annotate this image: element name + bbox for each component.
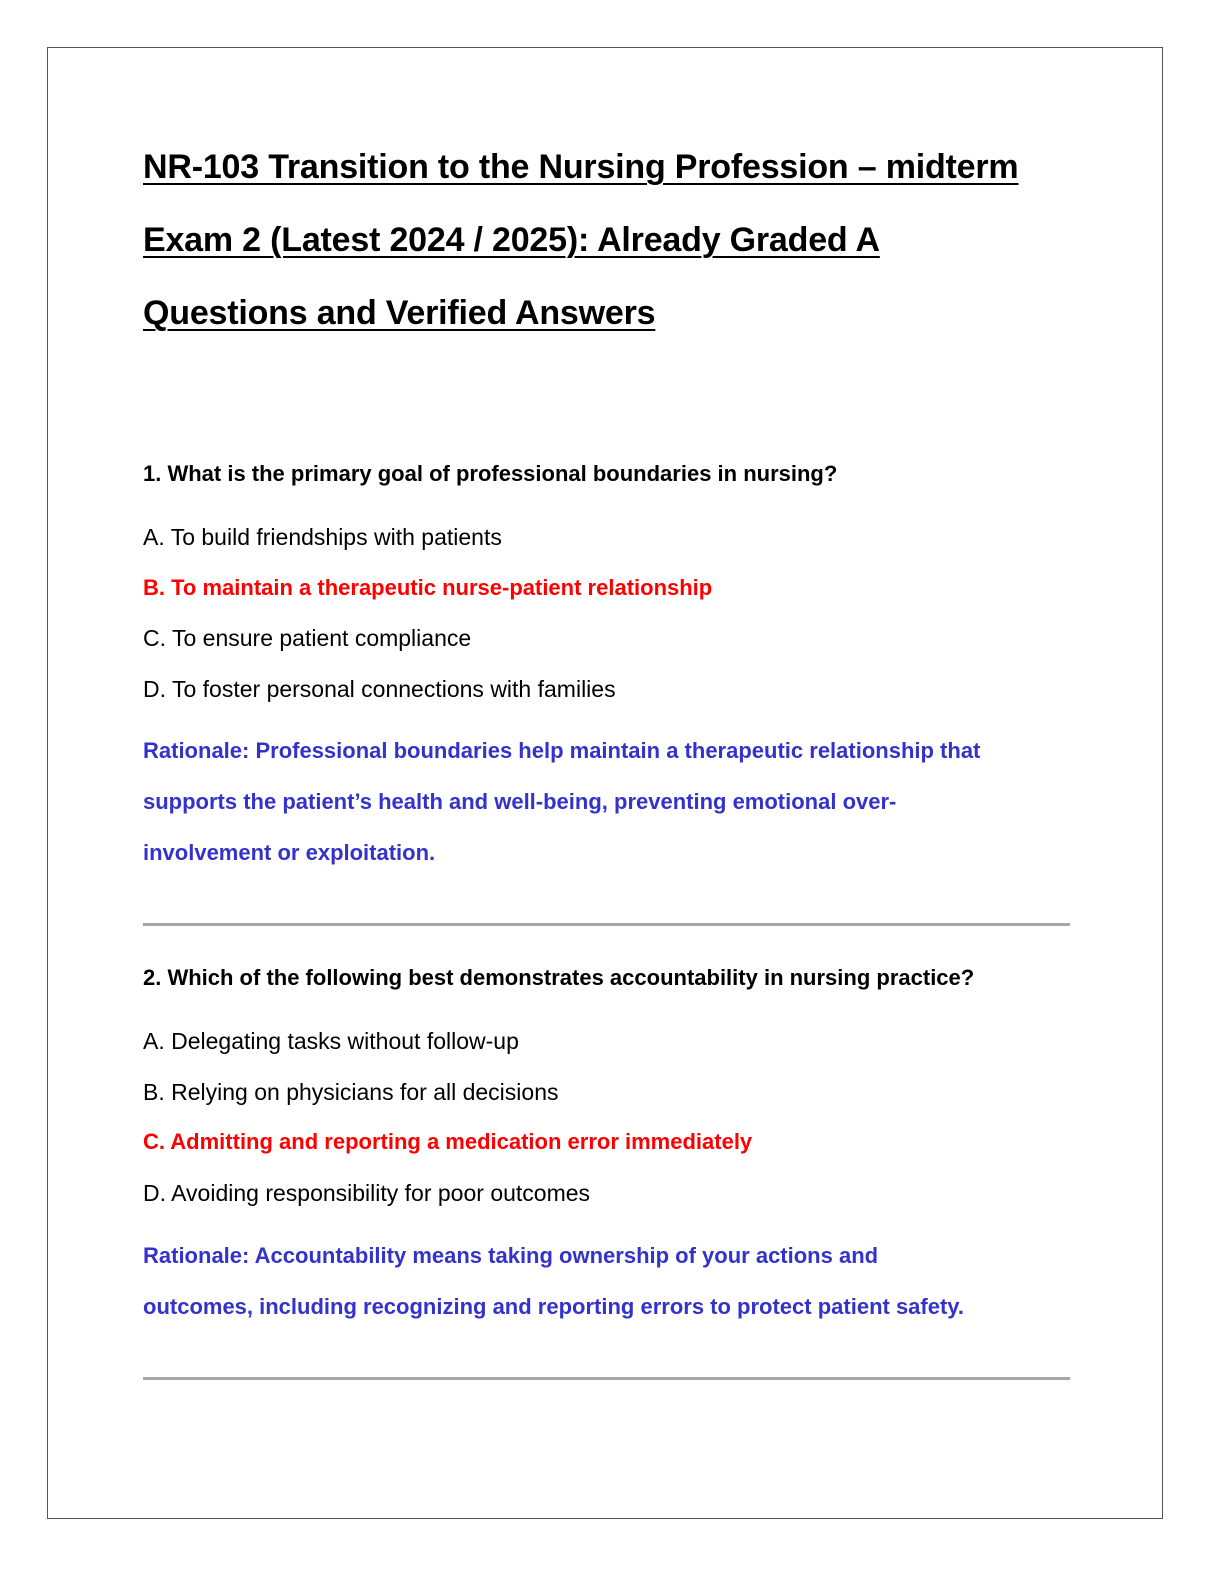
document-title-line-2: Exam 2 (Latest 2024 / 2025): Already Graded A: [143, 221, 880, 259]
answer-option-d: D. Avoiding responsibility for poor outcomes: [143, 1180, 591, 1206]
answer-option-b: B. Relying on physicians for all decisions: [143, 1079, 559, 1105]
document-title-line-1: NR-103 Transition to the Nursing Profession – midterm: [143, 148, 1019, 186]
section-divider-2: [143, 1377, 1070, 1380]
answer-option-b-correct: B. To maintain a therapeutic nurse-patient relationship: [143, 575, 713, 600]
answer-option-c: C. To ensure patient compliance: [143, 625, 472, 651]
answer-option-a: A. Delegating tasks without follow-up: [143, 1028, 519, 1054]
rationale-line-2: supports the patient’s health and well-being, preventing emotional over-: [143, 789, 897, 814]
document-title-line-3: Questions and Verified Answers: [143, 294, 656, 332]
question-text: 1. What is the primary goal of professional boundaries in nursing?: [143, 461, 838, 486]
rationale-line-3: involvement or exploitation.: [143, 840, 436, 865]
rationale-line-2: outcomes, including recognizing and reporting errors to protect patient safety.: [143, 1294, 965, 1319]
section-divider-1: [143, 923, 1070, 926]
rationale-line-1: Rationale: Professional boundaries help maintain a therapeutic relationship that: [143, 738, 981, 763]
answer-option-a: A. To build friendships with patients: [143, 524, 502, 550]
answer-option-d: D. To foster personal connections with families: [143, 676, 616, 702]
answer-option-c-correct: C. Admitting and reporting a medication error immediately: [143, 1129, 753, 1154]
rationale-line-1: Rationale: Accountability means taking ownership of your actions and: [143, 1243, 879, 1268]
question-text: 2. Which of the following best demonstrates accountability in nursing practice?: [143, 965, 975, 990]
